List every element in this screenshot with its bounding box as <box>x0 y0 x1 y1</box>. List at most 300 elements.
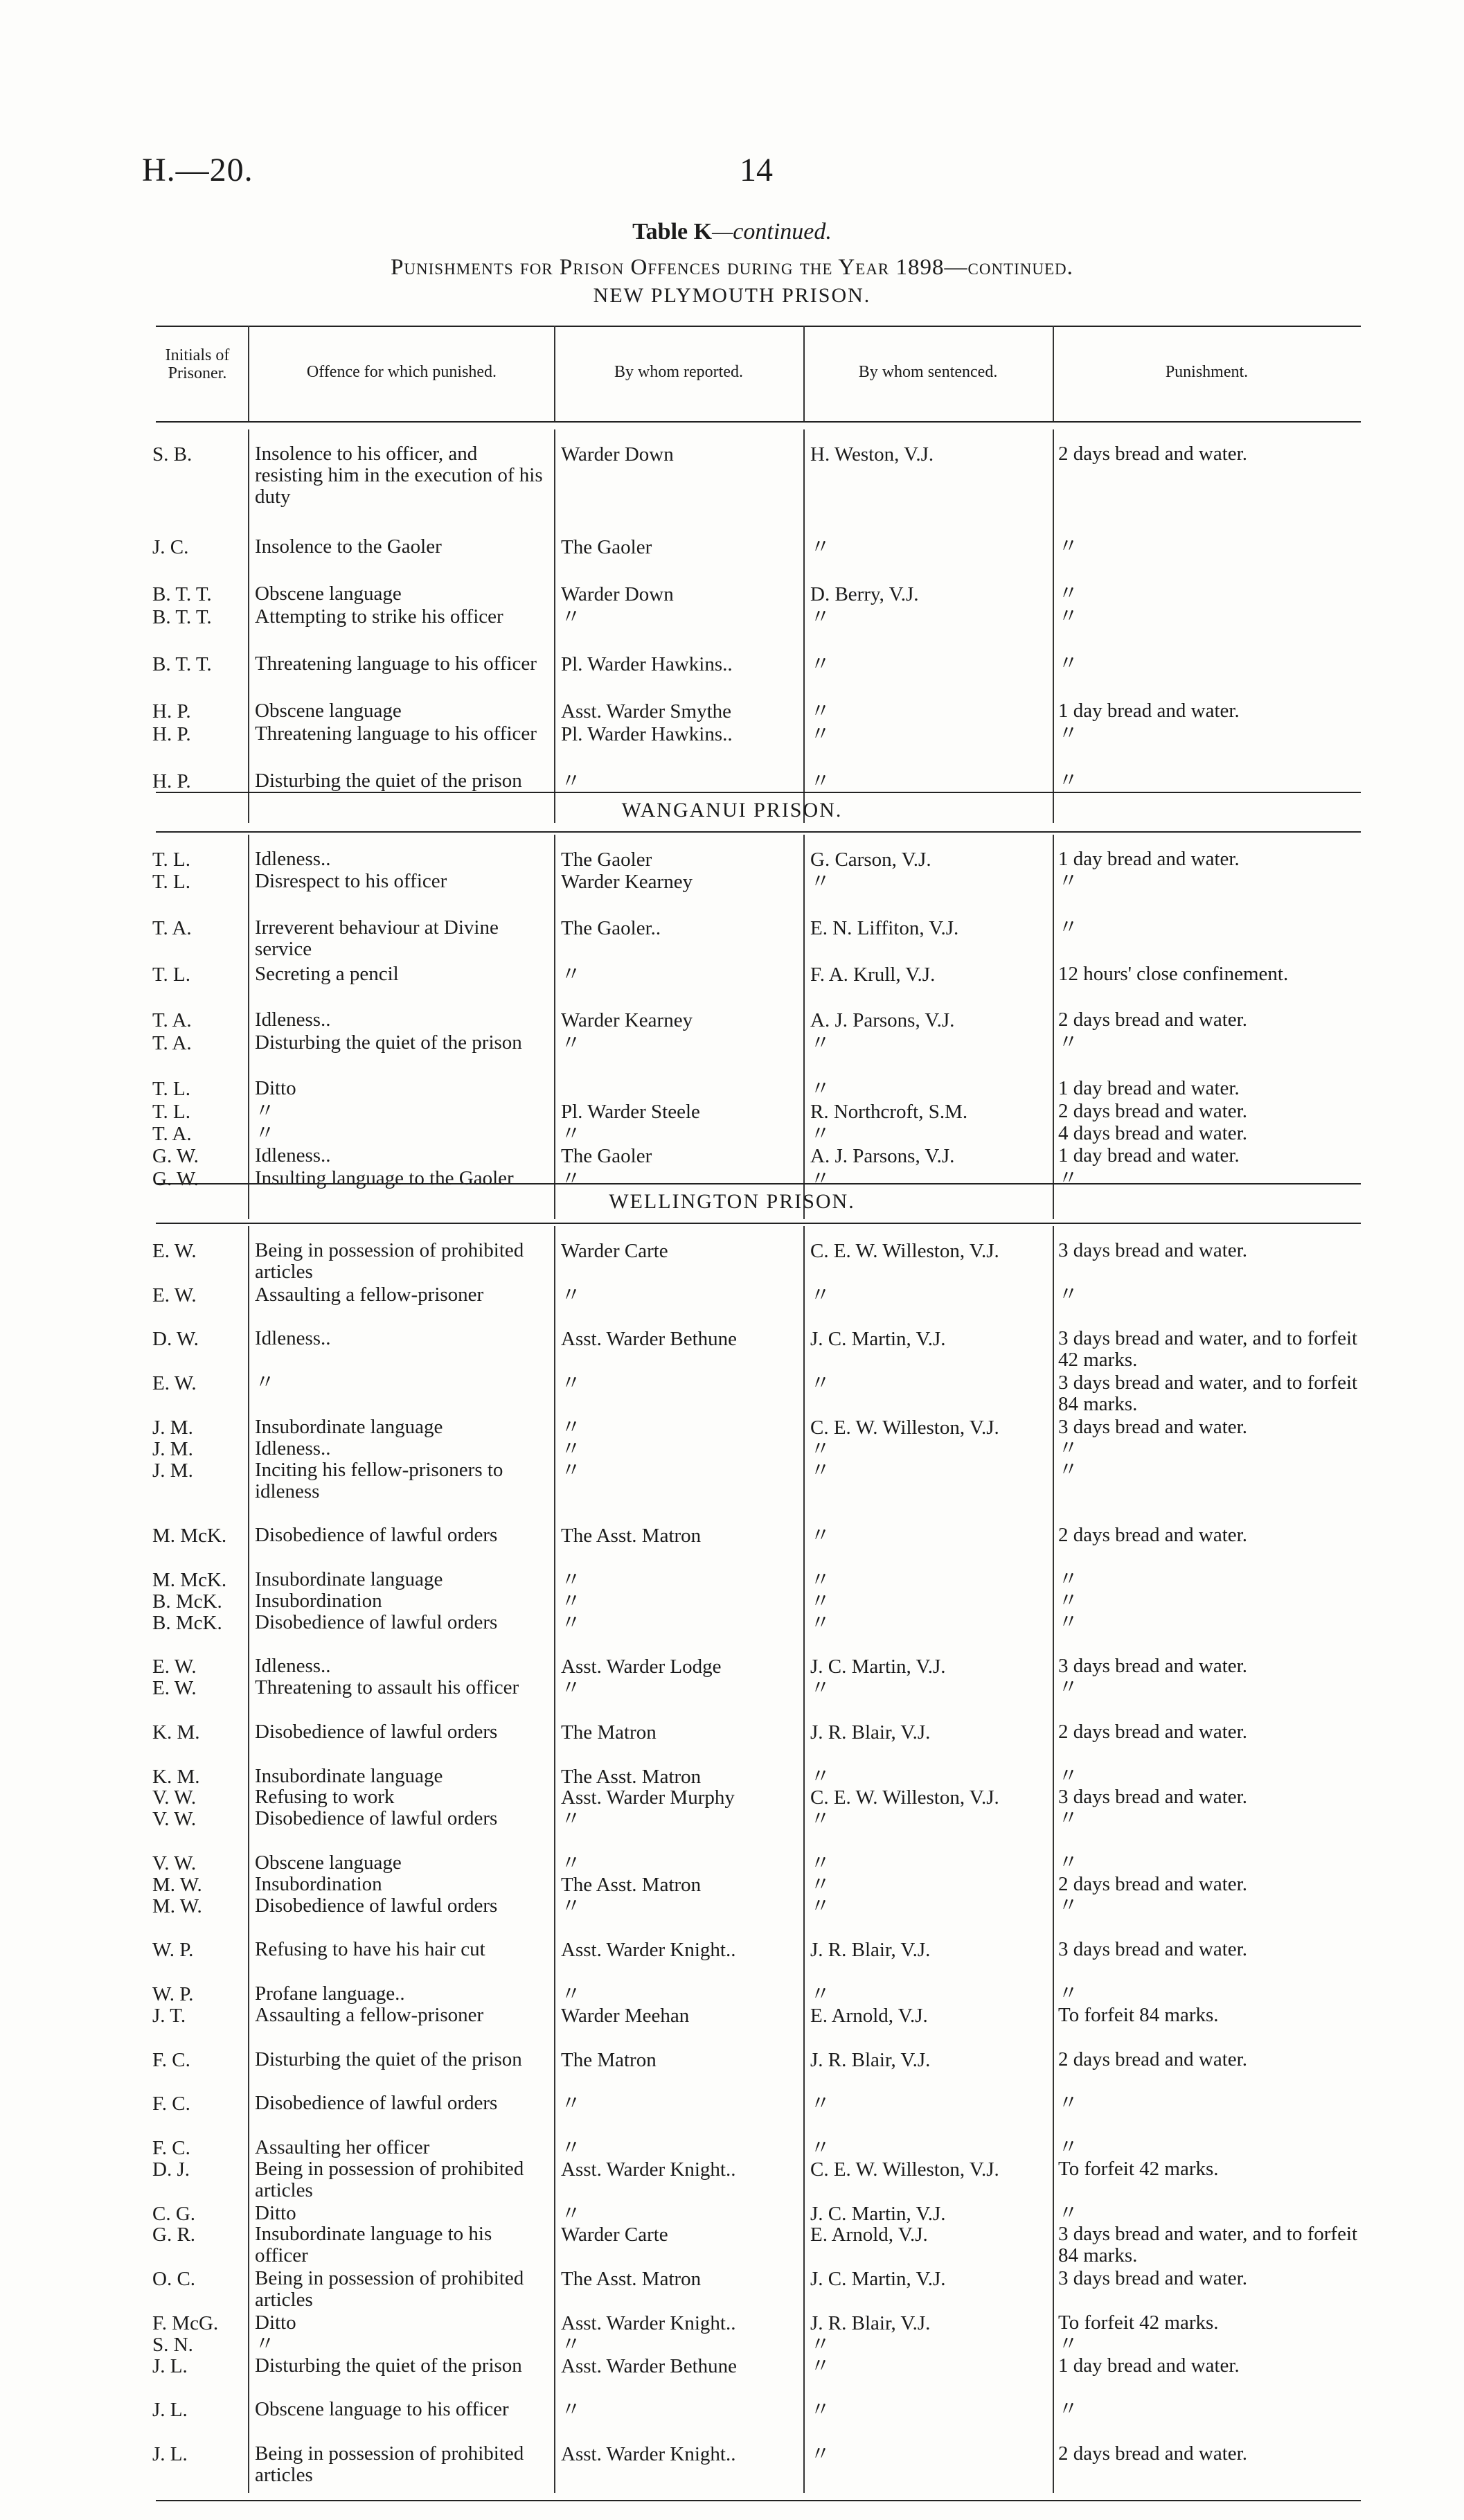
offence: Insolence to his officer, and resisting him in the execution of his duty <box>255 443 543 508</box>
prisoner-initials: S. B. <box>152 443 193 465</box>
sentenced-by: 〃 <box>810 1983 831 2006</box>
reported-by: The Gaoler.. <box>561 917 661 940</box>
reported-by: Asst. Warder Knight.. <box>561 2312 736 2334</box>
prisoner-initials: E. W. <box>152 1656 197 1678</box>
offence: 〃 <box>255 2332 276 2355</box>
table-title <box>0 219 1464 245</box>
column-rule <box>554 326 555 421</box>
reported-by: 〃 <box>561 1437 582 1460</box>
prisoner-initials: M. McK. <box>152 1568 227 1591</box>
punishment: 〃 <box>1058 1166 1079 1189</box>
reported-by: 〃 <box>561 1808 582 1831</box>
reported-by: Asst. Warder Knight.. <box>561 2158 736 2181</box>
offence: Ditto <box>255 2201 296 2224</box>
punishment: 1 day bread and water. <box>1058 848 1240 870</box>
prisoner-initials: J. T. <box>152 2004 186 2027</box>
section-rule <box>156 1223 1361 1224</box>
punishment: 〃 <box>1058 1589 1079 1612</box>
reported-by: Pl. Warder Steele <box>561 1100 700 1123</box>
offence: Insubordinate language <box>255 1764 443 1787</box>
punishment: 2 days bread and water. <box>1058 2048 1247 2070</box>
punishment: 〃 <box>1058 1568 1079 1590</box>
prisoner-initials: K. M. <box>152 1721 200 1743</box>
column-rule <box>803 835 805 1219</box>
reported-by: 〃 <box>561 1031 582 1054</box>
offence: Disobedience of lawful orders <box>255 1611 498 1633</box>
col-header-offence: Offence for which punished. <box>306 363 497 381</box>
offence: Threatening to assault his officer <box>255 1676 519 1699</box>
reported-by: 〃 <box>561 770 582 792</box>
prisoner-initials: J. M. <box>152 1437 193 1460</box>
punishment: 4 days bread and water. <box>1058 1122 1247 1145</box>
col-header-reported: By whom reported. <box>614 363 743 381</box>
prisoner-initials: G. W. <box>152 1145 199 1168</box>
offence: Obscene language to his officer <box>255 2398 509 2421</box>
reported-by: 〃 <box>561 1416 582 1439</box>
offence: Assaulting a fellow-prisoner <box>255 1283 484 1306</box>
sentenced-by: 〃 <box>810 1459 831 1482</box>
section-rule <box>156 792 1361 793</box>
reported-by: 〃 <box>561 1123 582 1146</box>
punishment: 1 day bread and water. <box>1058 1077 1240 1100</box>
sentenced-by: 〃 <box>810 2354 831 2377</box>
sentenced-by: J. R. Blair, V.J. <box>810 2312 931 2334</box>
sentenced-by: 〃 <box>810 1873 831 1896</box>
punishment: 2 days bread and water. <box>1058 443 1247 465</box>
punishment: 1 day bread and water. <box>1058 1144 1240 1167</box>
offence: Disturbing the quiet of the prison <box>255 770 522 792</box>
sentenced-by: E. Arnold, V.J. <box>810 2224 928 2246</box>
reported-by: The Gaoler <box>561 536 652 558</box>
prisoner-initials: D. W. <box>152 1328 199 1351</box>
col-header-initials: Initials of Prisoner. <box>165 346 230 382</box>
punishment: 〃 <box>1058 1894 1079 1917</box>
column-rule <box>248 429 249 823</box>
reported-by: 〃 <box>561 1372 582 1395</box>
table-title-main: Table K <box>632 219 713 245</box>
reported-by: Asst. Warder Murphy <box>561 1786 735 1809</box>
punishment: 1 day bread and water. <box>1058 2354 1240 2377</box>
reported-by: 〃 <box>561 1568 582 1591</box>
punishment: 2 days bread and water. <box>1058 1872 1247 1895</box>
prisoner-initials: T. A. <box>152 1123 192 1146</box>
offence: Irreverent behaviour at Divine service <box>255 916 499 961</box>
punishment: To forfeit 84 marks. <box>1058 2003 1219 2026</box>
offence: Disturbing the quiet of the prison <box>255 2354 522 2377</box>
reported-by: 〃 <box>561 2137 582 2160</box>
offence: Disturbing the quiet of the prison <box>255 1031 522 1054</box>
reported-by: The Asst. Matron <box>561 1765 702 1788</box>
reported-by: Asst. Warder Bethune <box>561 2354 738 2377</box>
offence: Insulting language to the Gaoler <box>255 1166 514 1189</box>
header-top-rule <box>156 326 1361 327</box>
sentenced-by: H. Weston, V.J. <box>810 443 934 465</box>
reported-by: 〃 <box>561 1895 582 1917</box>
offence: Ditto <box>255 2311 296 2334</box>
prisoner-initials: S. N. <box>152 2333 193 2356</box>
sentenced-by: 〃 <box>810 1852 831 1874</box>
punishment: 12 hours' close confinement. <box>1058 962 1289 985</box>
punishment: 〃 <box>1058 1764 1079 1787</box>
reported-by: 〃 <box>561 606 582 628</box>
punishment: 〃 <box>1058 1283 1079 1306</box>
sentenced-by: 〃 <box>810 1590 831 1613</box>
offence: Secreting a pencil <box>255 962 399 985</box>
column-rule <box>1053 326 1054 421</box>
prisoner-initials: T. L. <box>152 1078 191 1101</box>
sentenced-by: C. E. W. Willeston, V.J. <box>810 1240 999 1262</box>
offence: Threatening language to his officer <box>255 653 537 675</box>
punishment: 〃 <box>1058 2332 1079 2355</box>
reported-by: Warder Carte <box>561 1240 668 1262</box>
sentenced-by: 〃 <box>810 770 831 792</box>
reported-by: Warder Kearney <box>561 1009 693 1032</box>
offence: Obscene language <box>255 583 402 605</box>
sentenced-by: 〃 <box>810 1031 831 1054</box>
reported-by: 〃 <box>561 1852 582 1874</box>
offence: Assaulting her officer <box>255 2136 430 2159</box>
prisoner-initials: T. L. <box>152 849 191 871</box>
sentenced-by: 〃 <box>810 700 831 722</box>
offence: Insubordinate language <box>255 1415 443 1438</box>
reported-by: 〃 <box>561 2202 582 2225</box>
prisoner-initials: M. McK. <box>152 1525 227 1547</box>
sentenced-by: 〃 <box>810 1284 831 1306</box>
sentenced-by: 〃 <box>810 536 831 558</box>
offence: Insolence to the Gaoler <box>255 535 442 558</box>
prisoner-initials: G. W. <box>152 1167 199 1190</box>
sentenced-by: 〃 <box>810 871 831 894</box>
offence: Being in possession of prohibited articles <box>255 2267 524 2312</box>
sentenced-by: 〃 <box>810 2137 831 2160</box>
offence: Idleness.. <box>255 1009 331 1031</box>
sentenced-by: J. C. Martin, V.J. <box>810 1656 946 1678</box>
offence: Refusing to work <box>255 1786 395 1809</box>
reported-by: The Asst. Matron <box>561 2268 702 2291</box>
reported-by: 〃 <box>561 2093 582 2115</box>
sentenced-by: 〃 <box>810 1611 831 1634</box>
reported-by: Pl. Warder Hawkins.. <box>561 723 733 745</box>
reported-by: The Gaoler <box>561 1145 652 1168</box>
section-title-first: NEW PLYMOUTH PRISON. <box>593 284 871 307</box>
prisoner-initials: H. P. <box>152 723 191 745</box>
offence: Being in possession of prohibited articles <box>255 1239 524 1283</box>
offence: Disrespect to his officer <box>255 870 447 893</box>
offence: Disobedience of lawful orders <box>255 1524 498 1547</box>
sentenced-by: E. Arnold, V.J. <box>810 2004 928 2027</box>
reported-by: Warder Meehan <box>561 2004 690 2027</box>
sentenced-by: A. J. Parsons, V.J. <box>810 1009 955 1032</box>
offence: Threatening language to his officer <box>255 722 537 745</box>
reported-by: Asst. Warder Smythe <box>561 700 732 722</box>
sentenced-by: 〃 <box>810 1167 831 1190</box>
prisoner-initials: B. McK. <box>152 1590 222 1613</box>
offence: Insubordinate language <box>255 1568 443 1590</box>
punishment: 〃 <box>1058 1982 1079 2005</box>
reported-by: The Matron <box>561 2048 657 2071</box>
col-header-sentenced: By whom sentenced. <box>858 363 998 381</box>
prisoner-initials: V. W. <box>152 1852 197 1874</box>
reported-by: 〃 <box>561 1590 582 1613</box>
column-rule <box>803 429 805 823</box>
punishment: 3 days bread and water, and to forfeit 84 marks. <box>1058 1372 1358 1416</box>
sentenced-by: J. C. Martin, V.J. <box>810 2268 946 2291</box>
reported-by: The Asst. Matron <box>561 1525 702 1547</box>
offence: Being in possession of prohibited articles <box>255 2157 524 2201</box>
offence: Idleness.. <box>255 1144 331 1167</box>
section-title: WANGANUI PRISON. <box>621 799 843 822</box>
reported-by: 〃 <box>561 1677 582 1700</box>
punishment: 〃 <box>1058 2092 1079 2115</box>
table-subtitle: Punishments for Prison Offences during the Year 1898—continued. <box>391 255 1073 280</box>
reported-by: 〃 <box>561 1611 582 1634</box>
sentenced-by: 〃 <box>810 1677 831 1700</box>
prisoner-initials: E. W. <box>152 1240 197 1262</box>
reported-by: 〃 <box>561 1167 582 1190</box>
reported-by: 〃 <box>561 2399 582 2422</box>
sentenced-by: C. E. W. Willeston, V.J. <box>810 1786 999 1809</box>
prisoner-initials: V. W. <box>152 1808 197 1831</box>
sentenced-by: J. R. Blair, V.J. <box>810 1939 931 1962</box>
punishment: 〃 <box>1058 870 1079 893</box>
sentenced-by: J. R. Blair, V.J. <box>810 1721 931 1743</box>
punishment: 3 days bread and water, and to forfeit 84 marks. <box>1058 2223 1358 2267</box>
punishment: 2 days bread and water. <box>1058 2442 1247 2465</box>
prisoner-initials: E. W. <box>152 1372 197 1395</box>
offence: Refusing to have his hair cut <box>255 1938 485 1961</box>
offence: Idleness.. <box>255 1437 331 1459</box>
offence: Being in possession of prohibited articles <box>255 2442 524 2487</box>
offence: Attempting to strike his officer <box>255 605 503 628</box>
prisoner-initials: T. A. <box>152 1009 192 1032</box>
reported-by: Warder Carte <box>561 2224 668 2246</box>
sentenced-by: 〃 <box>810 2443 831 2466</box>
offence: 〃 <box>255 1372 276 1394</box>
section-rule <box>156 1183 1361 1184</box>
column-rule <box>1053 429 1054 823</box>
offence: Obscene language <box>255 1851 402 1874</box>
offence: Obscene language <box>255 700 402 722</box>
punishment: 〃 <box>1058 653 1079 675</box>
sentenced-by: 〃 <box>810 1078 831 1101</box>
punishment: To forfeit 42 marks. <box>1058 2157 1219 2180</box>
prisoner-initials: G. R. <box>152 2224 196 2246</box>
offence: 〃 <box>255 1099 276 1122</box>
document-reference: H.—20. <box>142 152 253 188</box>
prisoner-initials: E. W. <box>152 1677 197 1700</box>
reported-by: Asst. Warder Bethune <box>561 1328 738 1351</box>
prisoner-initials: J. L. <box>152 2443 188 2466</box>
prisoner-initials: C. G. <box>152 2202 196 2225</box>
prisoner-initials: J. L. <box>152 2399 188 2422</box>
prisoner-initials: D. J. <box>152 2158 190 2181</box>
offence: Disobedience of lawful orders <box>255 1720 498 1743</box>
prisoner-initials: W. P. <box>152 1983 194 2006</box>
table-title-suffix: —continued. <box>712 219 832 245</box>
offence: Inciting his fellow-prisoners to idleness <box>255 1458 503 1502</box>
sentenced-by: 〃 <box>810 1568 831 1591</box>
punishment: 〃 <box>1058 1676 1079 1699</box>
reported-by: Warder Kearney <box>561 871 693 894</box>
sentenced-by: F. A. Krull, V.J. <box>810 963 936 986</box>
offence: Ditto <box>255 1077 296 1100</box>
reported-by: 〃 <box>561 2333 582 2356</box>
punishment: 〃 <box>1058 1851 1079 1874</box>
offence: Disobedience of lawful orders <box>255 1894 498 1917</box>
reported-by: Asst. Warder Knight.. <box>561 1939 736 1962</box>
prisoner-initials: T. A. <box>152 917 192 940</box>
prisoner-initials: M. W. <box>152 1895 202 1917</box>
punishment: 3 days bread and water. <box>1058 1786 1247 1809</box>
offence: Idleness.. <box>255 1655 331 1678</box>
sentenced-by: A. J. Parsons, V.J. <box>810 1145 955 1168</box>
page-number: 14 <box>740 152 773 188</box>
prisoner-initials: B. T. T. <box>152 583 212 605</box>
punishment: 〃 <box>1058 1031 1079 1054</box>
prisoner-initials: O. C. <box>152 2268 196 2291</box>
punishment: To forfeit 42 marks. <box>1058 2311 1219 2334</box>
column-rule <box>803 1226 805 2493</box>
punishment: 〃 <box>1058 1437 1079 1459</box>
sentenced-by: 〃 <box>810 1372 831 1395</box>
sentenced-by: 〃 <box>810 653 831 675</box>
prisoner-initials: K. M. <box>152 1765 200 1788</box>
punishment: 〃 <box>1058 770 1079 792</box>
offence: Idleness.. <box>255 1327 331 1350</box>
punishment: 〃 <box>1058 2136 1079 2159</box>
punishment: 3 days bread and water. <box>1058 1655 1247 1678</box>
reported-by: The Gaoler <box>561 849 652 871</box>
column-rule <box>1053 835 1054 1219</box>
prisoner-initials: V. W. <box>152 1786 197 1809</box>
punishment: 〃 <box>1058 916 1079 939</box>
prisoner-initials: J. M. <box>152 1416 193 1439</box>
reported-by: Pl. Warder Hawkins.. <box>561 653 733 675</box>
prisoner-initials: J. M. <box>152 1459 193 1482</box>
sentenced-by: E. N. Liffiton, V.J. <box>810 917 959 940</box>
reported-by: 〃 <box>561 1983 582 2006</box>
sentenced-by: 〃 <box>810 1808 831 1831</box>
reported-by: 〃 <box>561 1459 582 1482</box>
column-rule <box>554 429 555 823</box>
offence: Disturbing the quiet of the prison <box>255 2048 522 2070</box>
column-rule <box>248 1226 249 2493</box>
punishment: 〃 <box>1058 583 1079 605</box>
offence: Insubordinate language to his officer <box>255 2223 492 2267</box>
col-header-punishment: Punishment. <box>1165 363 1249 381</box>
sentenced-by: C. E. W. Willeston, V.J. <box>810 1416 999 1439</box>
offence: Insubordination <box>255 1872 382 1895</box>
reported-by: 〃 <box>561 963 582 986</box>
sentenced-by: 〃 <box>810 2333 831 2356</box>
prisoner-initials: E. W. <box>152 1284 197 1306</box>
prisoner-initials: B. McK. <box>152 1611 222 1634</box>
sentenced-by: 〃 <box>810 2399 831 2422</box>
column-rule <box>554 1226 555 2493</box>
sentenced-by: R. Northcroft, S.M. <box>810 1100 968 1123</box>
punishment: 〃 <box>1058 722 1079 745</box>
punishment: 〃 <box>1058 1807 1079 1830</box>
sentenced-by: D. Berry, V.J. <box>810 583 919 605</box>
punishment: 〃 <box>1058 605 1079 628</box>
punishment: 2 days bread and water. <box>1058 1009 1247 1031</box>
punishment: 3 days bread and water. <box>1058 1239 1247 1261</box>
sentenced-by: 〃 <box>810 723 831 745</box>
column-rule <box>554 835 555 1219</box>
prisoner-initials: B. T. T. <box>152 653 212 675</box>
offence: Insubordination <box>255 1589 382 1612</box>
column-rule <box>248 835 249 1219</box>
punishment: 〃 <box>1058 1611 1079 1633</box>
reported-by: Warder Down <box>561 443 674 465</box>
prisoner-initials: T. L. <box>152 963 191 986</box>
prisoner-initials: F. C. <box>152 2048 190 2071</box>
column-rule <box>803 326 805 421</box>
prisoner-initials: H. P. <box>152 770 191 792</box>
punishment: 3 days bread and water, and to forfeit 42 marks. <box>1058 1327 1358 1372</box>
offence: Profane language.. <box>255 1982 405 2005</box>
offence: Disobedience of lawful orders <box>255 2092 498 2115</box>
offence: Disobedience of lawful orders <box>255 1807 498 1830</box>
section-title: WELLINGTON PRISON. <box>609 1190 855 1213</box>
punishment: 2 days bread and water. <box>1058 1720 1247 1743</box>
sentenced-by: 〃 <box>810 1123 831 1146</box>
section-rule <box>156 2500 1361 2501</box>
punishment: 2 days bread and water. <box>1058 1099 1247 1122</box>
prisoner-initials: F. C. <box>152 2093 190 2115</box>
punishment: 〃 <box>1058 535 1079 558</box>
prisoner-initials: F. McG. <box>152 2312 219 2334</box>
sentenced-by: C. E. W. Willeston, V.J. <box>810 2158 999 2181</box>
column-rule <box>1053 1226 1054 2493</box>
sentenced-by: J. C. Martin, V.J. <box>810 1328 946 1351</box>
header-bottom-rule <box>156 421 1361 423</box>
offence: Idleness.. <box>255 848 331 870</box>
prisoner-initials: B. T. T. <box>152 606 212 628</box>
punishment: 3 days bread and water. <box>1058 1938 1247 1961</box>
sentenced-by: 〃 <box>810 1437 831 1460</box>
reported-by: The Asst. Matron <box>561 1873 702 1896</box>
punishment: 3 days bread and water. <box>1058 1415 1247 1438</box>
offence: Assaulting a fellow-prisoner <box>255 2003 484 2026</box>
reported-by: The Matron <box>561 1721 657 1743</box>
column-rule <box>248 326 249 421</box>
prisoner-initials: T. A. <box>152 1031 192 1054</box>
reported-by: Warder Down <box>561 583 674 605</box>
reported-by: Asst. Warder Knight.. <box>561 2443 736 2466</box>
sentenced-by: 〃 <box>810 1765 831 1788</box>
punishment: 〃 <box>1058 2201 1079 2224</box>
prisoner-initials: H. P. <box>152 700 191 722</box>
prisoner-initials: F. C. <box>152 2137 190 2160</box>
prisoner-initials: J. L. <box>152 2354 188 2377</box>
prisoner-initials: M. W. <box>152 1873 202 1896</box>
section-rule <box>156 831 1361 833</box>
reported-by: 〃 <box>561 1284 582 1306</box>
sentenced-by: 〃 <box>810 1525 831 1547</box>
sentenced-by: J. C. Martin, V.J. <box>810 2202 946 2225</box>
prisoner-initials: T. L. <box>152 871 191 894</box>
sentenced-by: 〃 <box>810 2093 831 2115</box>
sentenced-by: G. Carson, V.J. <box>810 849 931 871</box>
punishment: 〃 <box>1058 2398 1079 2421</box>
punishment: 〃 <box>1058 1458 1079 1481</box>
punishment: 3 days bread and water. <box>1058 2267 1247 2290</box>
sentenced-by: 〃 <box>810 1895 831 1917</box>
sentenced-by: J. R. Blair, V.J. <box>810 2048 931 2071</box>
prisoner-initials: J. C. <box>152 536 189 558</box>
prisoner-initials: T. L. <box>152 1100 191 1123</box>
